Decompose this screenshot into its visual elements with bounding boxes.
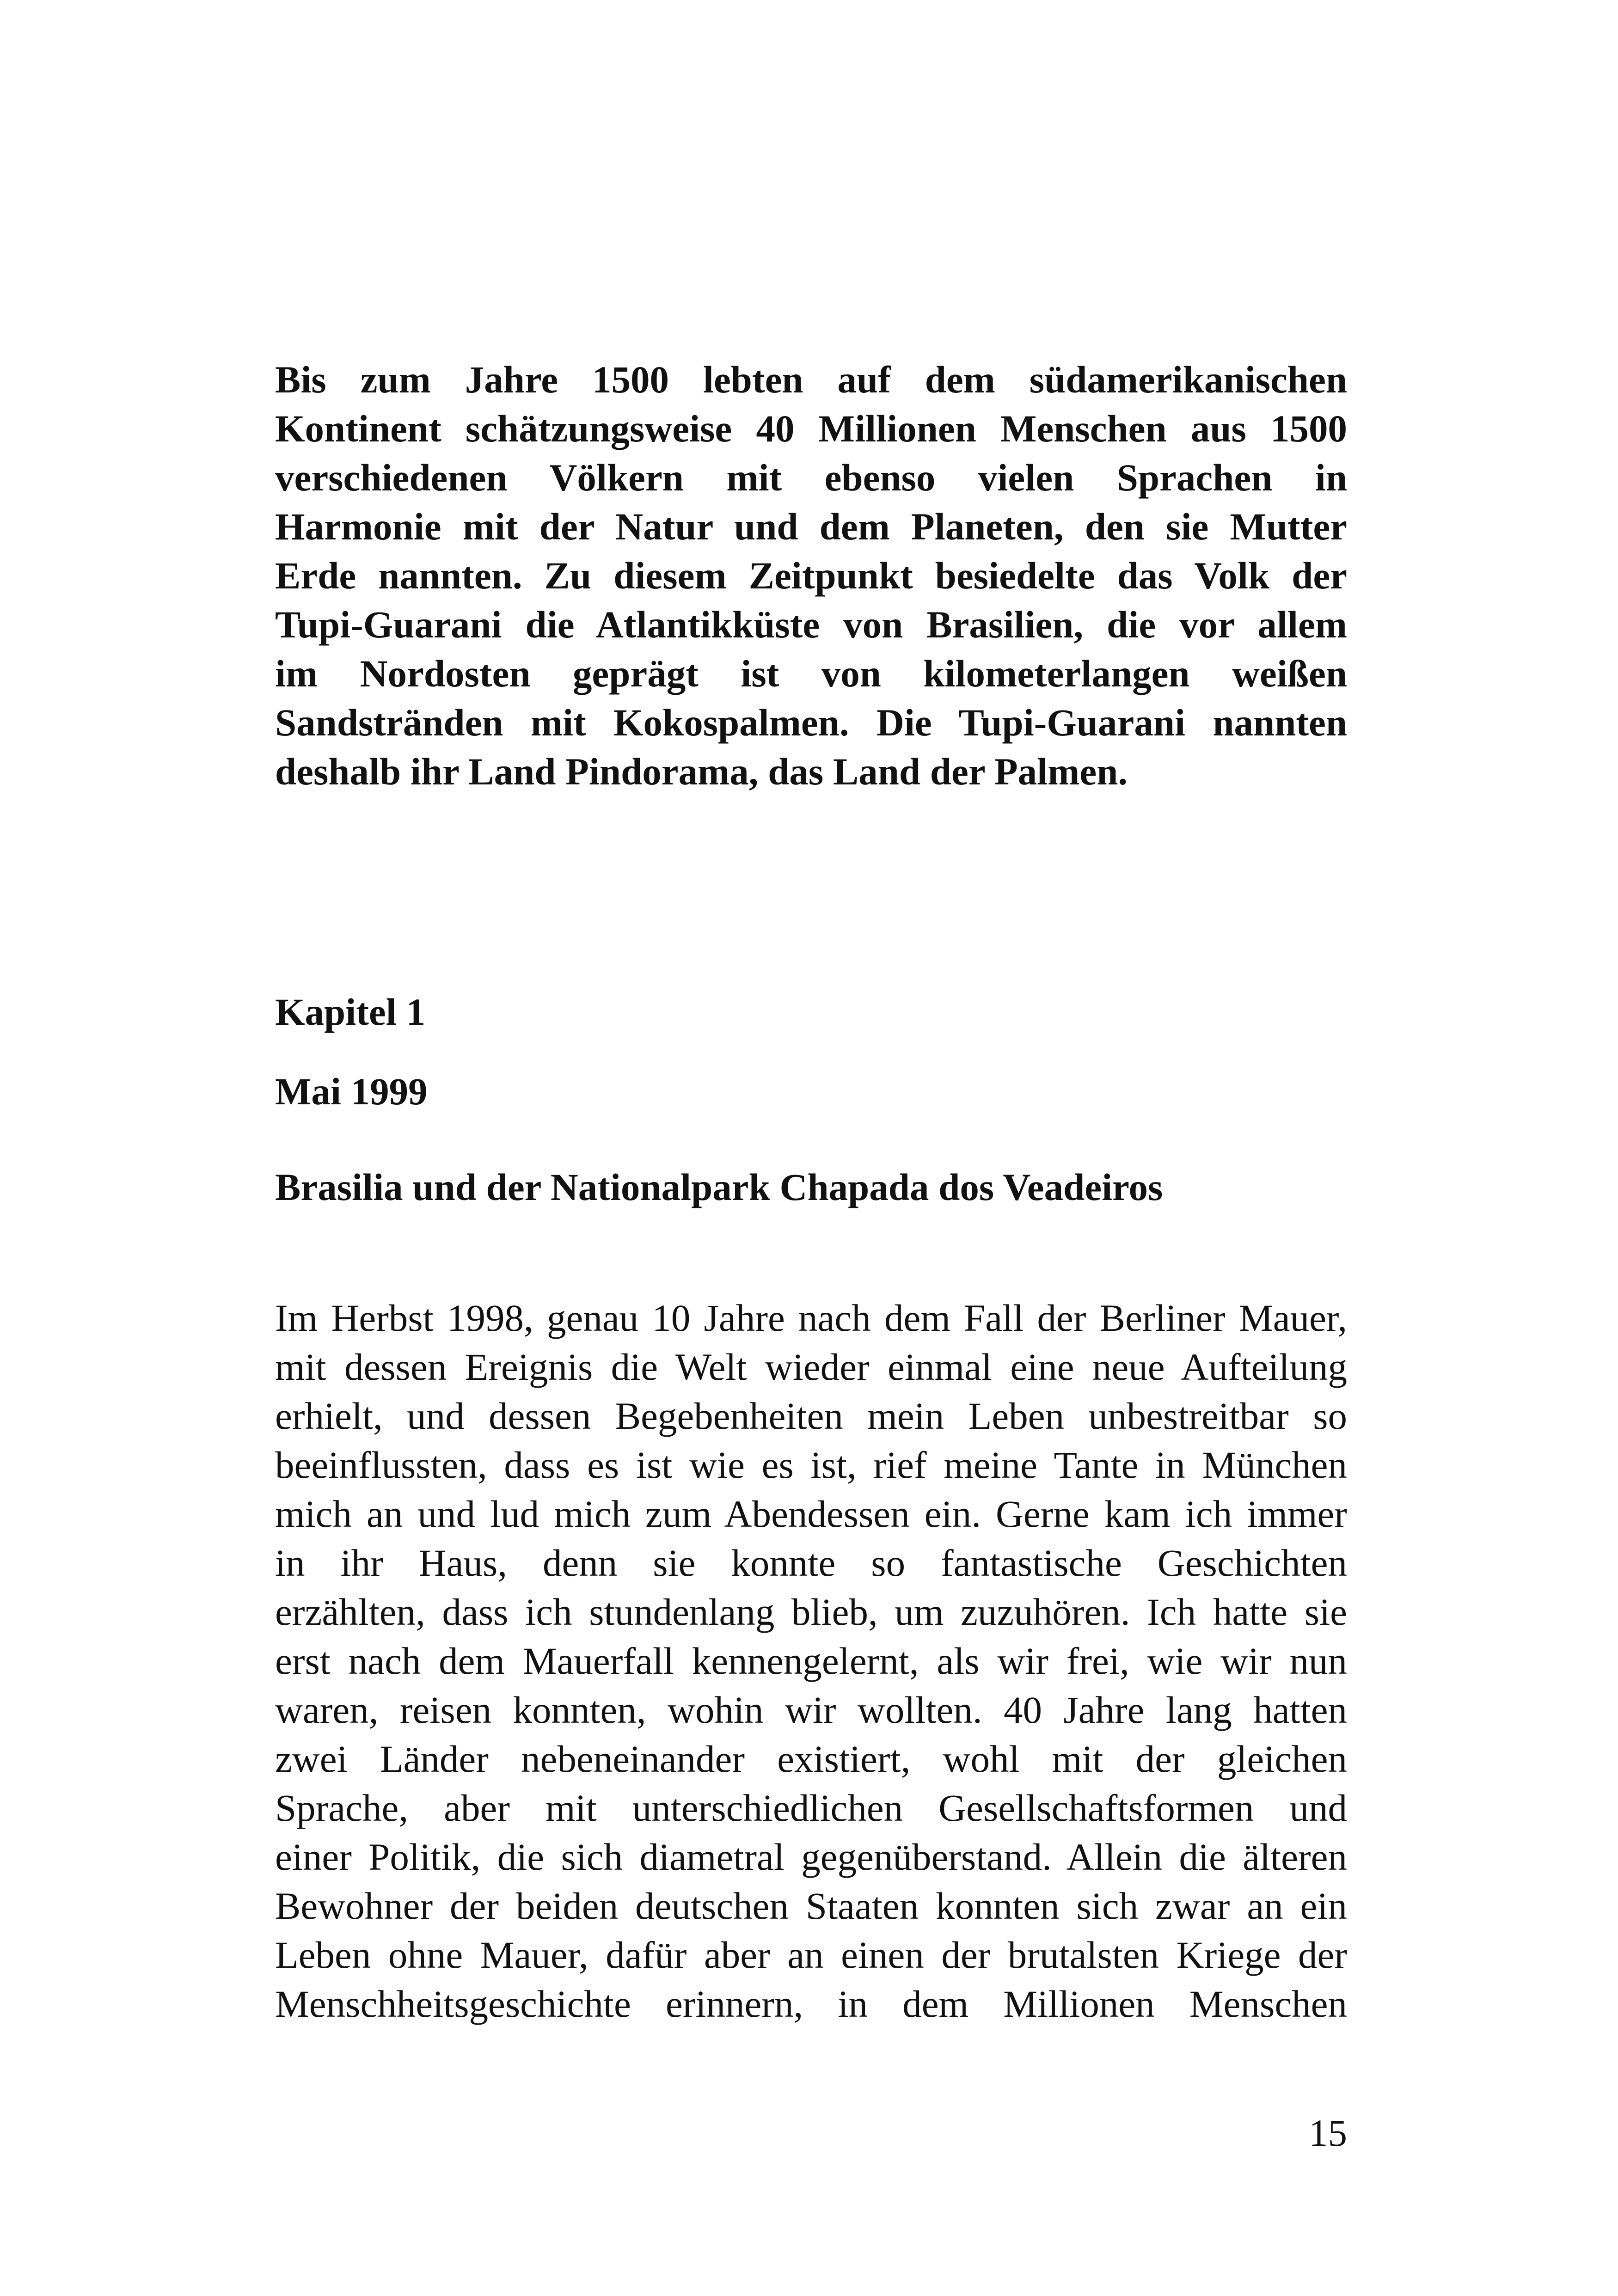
body-line: mit dessen Ereignis die Welt wieder einmal eine neue Aufteilung [275,1346,1347,1388]
prologue-line: verschiedenen Völkern mit ebenso vielen Sprachen in [275,456,1347,499]
chapter-label: Kapitel 1 [275,991,426,1033]
body-line: zwei Länder nebeneinander existiert, wohl mit der gleichen [275,1738,1347,1780]
section-title: Brasilia und der Nationalpark Chapada dos Veadeiros [275,1166,1163,1208]
page-number: 15 [1309,2112,1347,2154]
prologue-line: Bis zum Jahre 1500 lebten auf dem südamerikanischen [275,358,1347,401]
body-line: erzählten, dass ich stundenlang blieb, um zuzuhören. Ich hatte sie [275,1591,1347,1633]
body-line: in ihr Haus, denn sie konnte so fantastische Geschichten [275,1542,1347,1584]
body-line: Sprache, aber mit unterschiedlichen Gesellschaftsformen und [275,1787,1347,1829]
body-line: beeinflussten, dass es ist wie es ist, rief meine Tante in München [275,1444,1347,1486]
body-paragraph [275,1293,1347,2028]
prologue-line: Sandstränden mit Kokospalmen. Die Tupi-Guarani nannten [275,701,1347,744]
body-line: mich an und lud mich zum Abendessen ein. Gerne kam ich immer [275,1493,1347,1535]
body-line: erst nach dem Mauerfall kennengelernt, als wir frei, wie wir nun [275,1640,1347,1682]
prologue-line: Erde nannten. Zu diesem Zeitpunkt besiedelte das Volk der [275,554,1347,597]
prologue-paragraph [275,355,1347,796]
prologue-line: Harmonie mit der Natur und dem Planeten, den sie Mutter [275,505,1347,548]
prologue-line: Kontinent schätzungsweise 40 Millionen Menschen aus 1500 [275,407,1347,450]
body-line: Bewohner der beiden deutschen Staaten konnten sich zwar an ein [275,1885,1347,1927]
prologue-line: deshalb ihr Land Pindorama, das Land der Palmen. [275,750,1128,793]
body-line: Leben ohne Mauer, dafür aber an einen der brutalsten Kriege der [275,1934,1347,1976]
prologue-line: im Nordosten geprägt ist von kilometerlangen weißen [275,652,1347,695]
chapter-date: Mai 1999 [275,1070,428,1113]
body-line: einer Politik, die sich diametral gegenüberstand. Allein die älteren [275,1836,1347,1878]
body-line: Menschheitsgeschichte erinnern, in dem Millionen Menschen [275,1983,1347,2025]
body-line: Im Herbst 1998, genau 10 Jahre nach dem Fall der Berliner Mauer, [275,1297,1347,1339]
body-line: erhielt, und dessen Begebenheiten mein Leben unbestreitbar so [275,1395,1347,1437]
prologue-line: Tupi-Guarani die Atlantikküste von Brasilien, die vor allem [275,603,1347,646]
body-line: waren, reisen konnten, wohin wir wollten. 40 Jahre lang hatten [275,1689,1347,1731]
